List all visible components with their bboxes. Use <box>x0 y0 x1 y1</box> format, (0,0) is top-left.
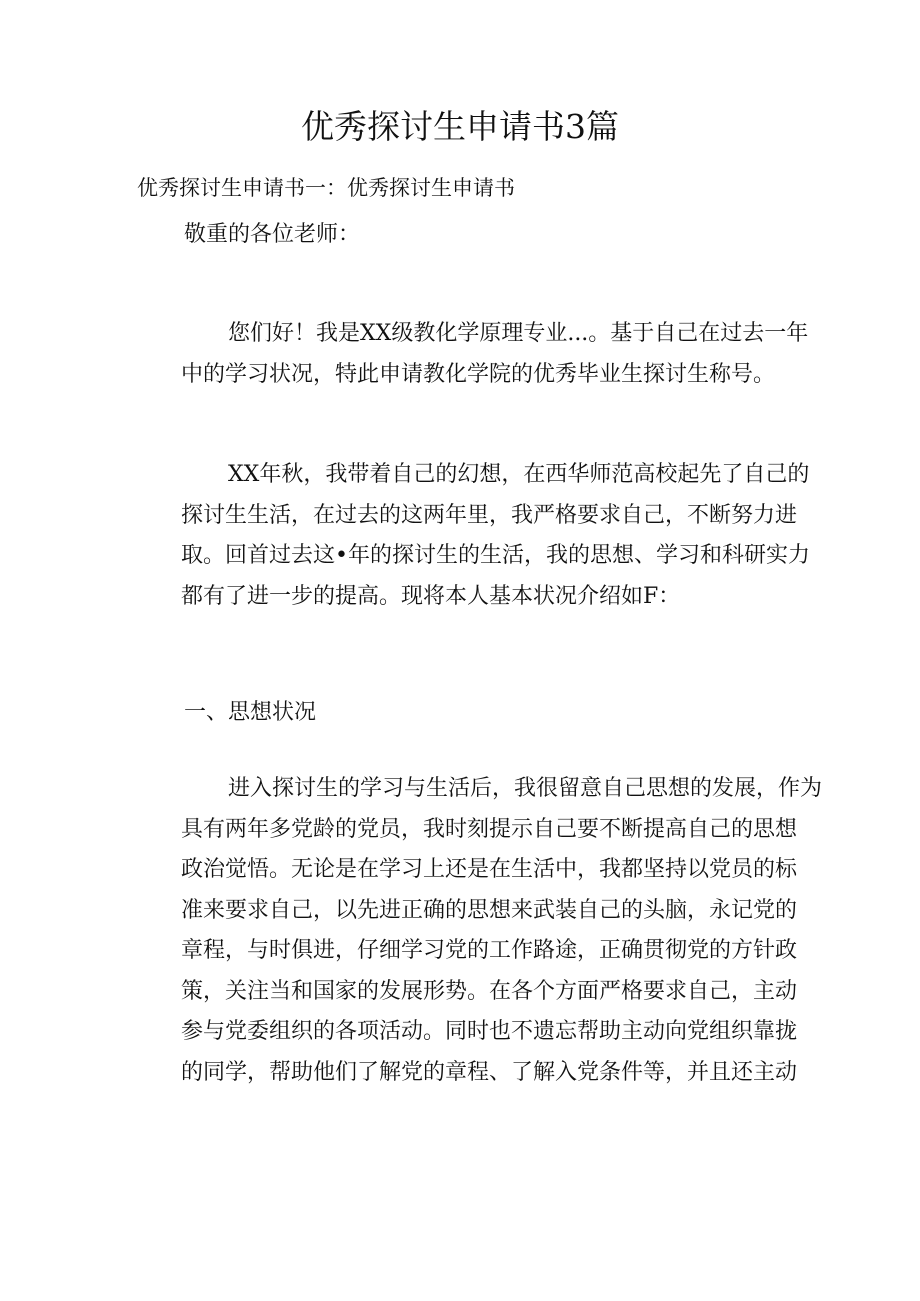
paragraph-line: 策，关注当和国家的发展形势。在各个方面严格要求自己，主动 <box>181 978 798 1004</box>
paragraph-line: XX年秋，我带着自己的幻想，在西华师范高校起先了自己的 <box>228 462 810 487</box>
salutation: 敬重的各位老师： <box>184 222 361 247</box>
paragraph-greeting <box>137 314 809 395</box>
paragraph-line: 章程，与时俱进，仔细学习党的工作路途，正确贯彻党的方针政 <box>181 938 798 963</box>
paragraph-line: 中的学习状况，特此申请教化学院的优秀毕业生探讨生称号。 <box>181 361 776 387</box>
document-subtitle: 优秀探讨生申请书一：优秀探讨生申请书 <box>137 176 515 200</box>
paragraph-line: 参与党委组织的各项活动。同时也不遗忘帮助主动向党组织靠拢 <box>181 1019 798 1044</box>
paragraph-line: 的同学，帮助他们了解党的章程、了解入党条件等，并且还主动 <box>181 1059 798 1085</box>
paragraph-line: 探讨生生活，在过去的这两年里，我严格要求自己，不断努力进 <box>181 502 798 528</box>
paragraph-line: 政治觉悟。无论是在学习上还是在生活中，我都坚持以党员的标 <box>181 857 798 882</box>
section-heading: 一、思想状况 <box>184 700 317 725</box>
paragraph-line: 都有了进一步的提高。现将本人基本状况介绍如F： <box>181 583 681 609</box>
paragraph-introduction <box>137 455 810 617</box>
paragraph-line: 具有两年多党龄的党员，我时刻提示自己要不断提高自己的思想 <box>181 816 798 842</box>
paragraph-ideology <box>137 769 823 1093</box>
paragraph-line: 取。回首过去这•年的探讨生的生活，我的思想、学习和科研实力 <box>181 543 810 568</box>
document-title: 优秀探讨生申请书3篇 <box>301 107 619 146</box>
paragraph-line: 准来要求自己，以先进正确的思想来武装自己的头脑，永记党的 <box>181 897 798 923</box>
paragraph-line: 进入探讨生的学习与生活后，我很留意自己思想的发展，作为 <box>228 776 823 801</box>
paragraph-line: 您们好！我是XX级教化学原理专业...。基于自己在过去一年 <box>228 321 809 346</box>
